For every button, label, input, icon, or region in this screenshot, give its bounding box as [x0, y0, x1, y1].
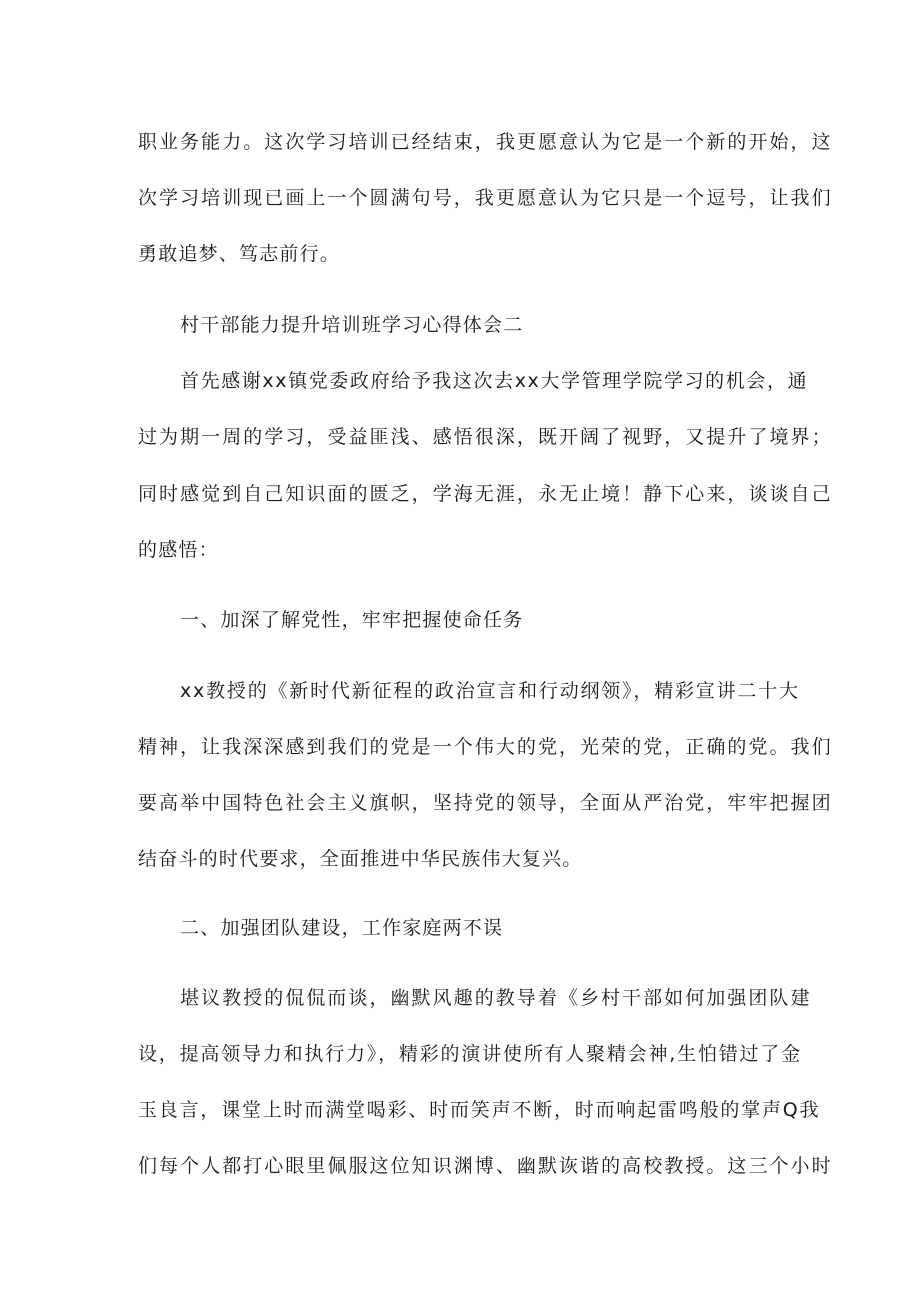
paragraph-line: 们每个人都打心眼里佩服这位知识渊博、幽默诙谐的高校教授。这三个小时: [138, 1155, 833, 1177]
paragraph-line: 的感悟：: [138, 539, 219, 561]
paragraph-line: 堪议教授的侃侃而谈，幽默风趣的教导着《乡村干部如何加强团队建: [180, 987, 812, 1009]
paragraph-line: 设，提高领导力和执行力》，精彩的演讲使所有人聚精会神,生怕错过了金: [138, 1043, 802, 1065]
paragraph-line: 职业务能力。这次学习培训已经结束，我更愿意认为它是一个新的开始，这: [138, 131, 833, 153]
paragraph-line: 首先感谢xx镇党委政府给予我这次去xx大学管理学院学习的机会，通: [180, 370, 809, 392]
paragraph-line: 精神，让我深深感到我们的党是一个伟大的党，光荣的党，正确的党。我们: [138, 736, 833, 758]
paragraph-line: 过为期一周的学习，受益匪浅、感悟很深，既开阔了视野，又提升了境界；: [138, 426, 833, 448]
paragraph-line: 勇敢追梦、笃志前行。: [138, 243, 341, 265]
paragraph-line: 玉良言，课堂上时而满堂喝彩、时而笑声不断，时而响起雷鸣般的掌声Q我: [138, 1099, 821, 1121]
paragraph-line: 同时感觉到自己知识面的匮乏，学海无涯，永无止境！静下心来，谈谈自己: [138, 483, 833, 505]
section-title: 村干部能力提升培训班学习心得体会二: [180, 314, 524, 336]
paragraph-line: 要高举中国特色社会主义旗帜，坚持党的领导，全面从严治党，牢牢把握团: [138, 792, 833, 814]
paragraph-line: 结奋斗的时代要求，全面推进中华民族伟大复兴。: [138, 848, 583, 870]
section-heading: 一、加深了解党性，牢牢把握使命任务: [180, 609, 524, 631]
paragraph-line: xx教授的《新时代新征程的政治宣言和行动纲领》，精彩宣讲二十大: [180, 680, 800, 702]
section-heading: 二、加强团队建设，工作家庭两不误: [180, 917, 504, 939]
paragraph-line: 次学习培训现已画上一个圆满句号，我更愿意认为它只是一个逗号，让我们: [138, 187, 833, 209]
